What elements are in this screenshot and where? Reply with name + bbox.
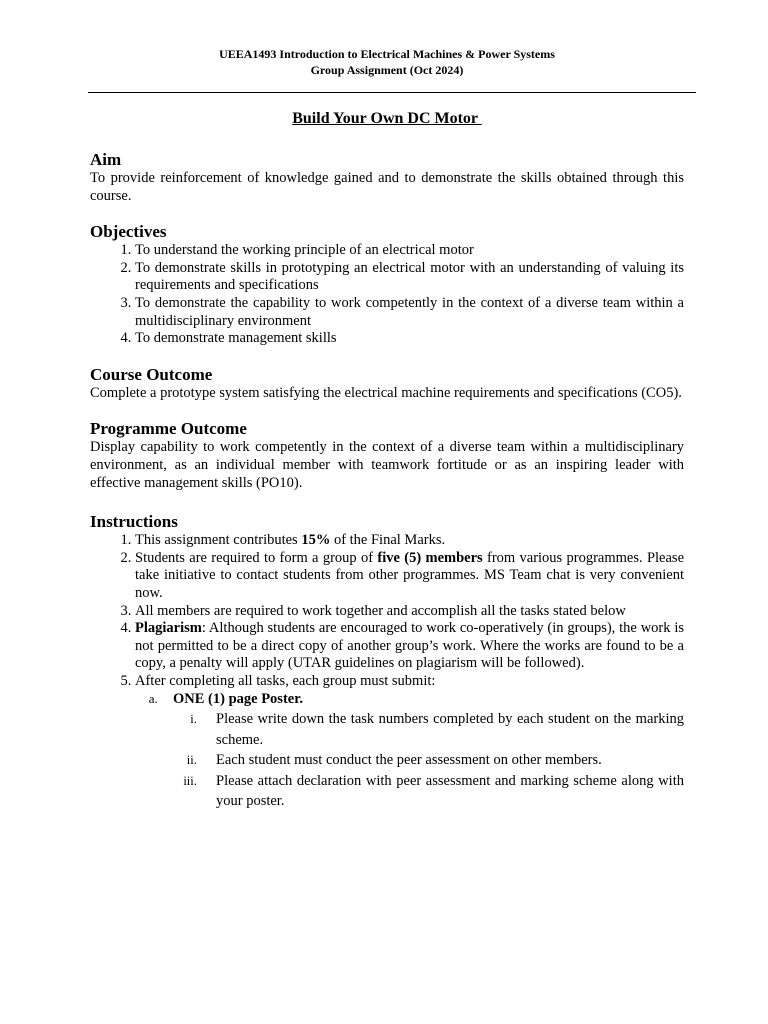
header-divider — [88, 92, 696, 93]
list-item: iii. Please attach declaration with peer assessment and marking scheme along with your poster. — [200, 771, 684, 812]
aim-heading: Aim — [90, 150, 122, 169]
poster-label: ONE (1) page Poster. — [173, 691, 303, 708]
document-header — [90, 46, 684, 78]
instructions-section — [90, 512, 684, 811]
course-outcome-text: Complete a prototype system satisfying the electrical machine requirements and specifications (CO5). — [90, 384, 682, 401]
list-item: 1. To understand the working principle of an electrical motor — [135, 242, 684, 260]
objectives-heading: Objectives — [90, 222, 167, 242]
document-body — [90, 150, 684, 829]
list-item: i. Please write down the task numbers completed by each student on the marking scheme. — [200, 709, 684, 750]
list-item: 4. To demonstrate management skills — [135, 330, 684, 348]
group-size: five (5) members — [377, 549, 483, 566]
programme-outcome-text: Display capability to work competently in the context of a diverse team within a multidisciplinary environment, as an individual member with teamwork fortitude or as an inspiring leader with effective management skills (PO10). — [90, 439, 684, 491]
list-item: 1. This assignment contributes 15% of the Final Marks. — [135, 532, 684, 550]
objectives-list — [90, 242, 684, 348]
list-item: 3. To demonstrate the capability to work competently in the context of a diverse team within a multidisciplinary environment — [135, 295, 684, 330]
list-item: ii. Each student must conduct the peer assessment on other members. — [200, 750, 684, 771]
assignment-subtitle: Group Assignment (Oct 2024) — [310, 63, 464, 77]
objectives-section — [90, 222, 684, 348]
list-item: 2. Students are required to form a group of five (5) members from various programmes. Please take initiative to contact students from other programmes. MS Team chat is very convenient now. — [135, 550, 684, 603]
list-item: 4. Plagiarism: Although students are encouraged to work co-operatively (in groups), the work is not permitted to be a direct copy of another group’s work. Where the works are found to be a copy, a penalty will apply (UTAR guidelines on plagiarism will be followed). — [135, 620, 684, 673]
document-title: Build Your Own DC Motor — [292, 110, 482, 127]
course-outcome-section — [90, 365, 684, 403]
marks-percentage: 15% — [301, 532, 331, 549]
programme-outcome-section — [90, 419, 684, 492]
aim-text: To provide reinforcement of knowledge gained and to demonstrate the skills obtained through this course. — [90, 170, 684, 204]
instructions-heading: Instructions — [90, 512, 178, 532]
aim-section — [90, 150, 684, 205]
plagiarism-label: Plagiarism — [135, 620, 202, 637]
course-title: UEEA1493 Introduction to Electrical Machines & Power Systems — [219, 47, 555, 61]
instructions-list — [90, 532, 684, 811]
programme-outcome-heading: Programme Outcome — [90, 419, 247, 439]
list-item: 3. All members are required to work together and accomplish all the tasks stated below — [135, 603, 684, 621]
poster-requirements — [173, 709, 684, 812]
submission-list — [135, 690, 684, 811]
list-item — [161, 690, 684, 811]
course-outcome-heading: Course Outcome — [90, 364, 213, 384]
list-item: 5. After completing all tasks, each group must submit: a. ONE (1) page Poster. i. Please write down the task numbers completed by each student on the marking scheme. ii. Each student must conduct the peer assessment on other members. iii. Please attach declaration with peer assessment and marking scheme along with your poster. — [135, 673, 684, 812]
list-item: 2. To demonstrate skills in prototyping an electrical motor with an understanding of valuing its requirements and specifications — [135, 260, 684, 295]
